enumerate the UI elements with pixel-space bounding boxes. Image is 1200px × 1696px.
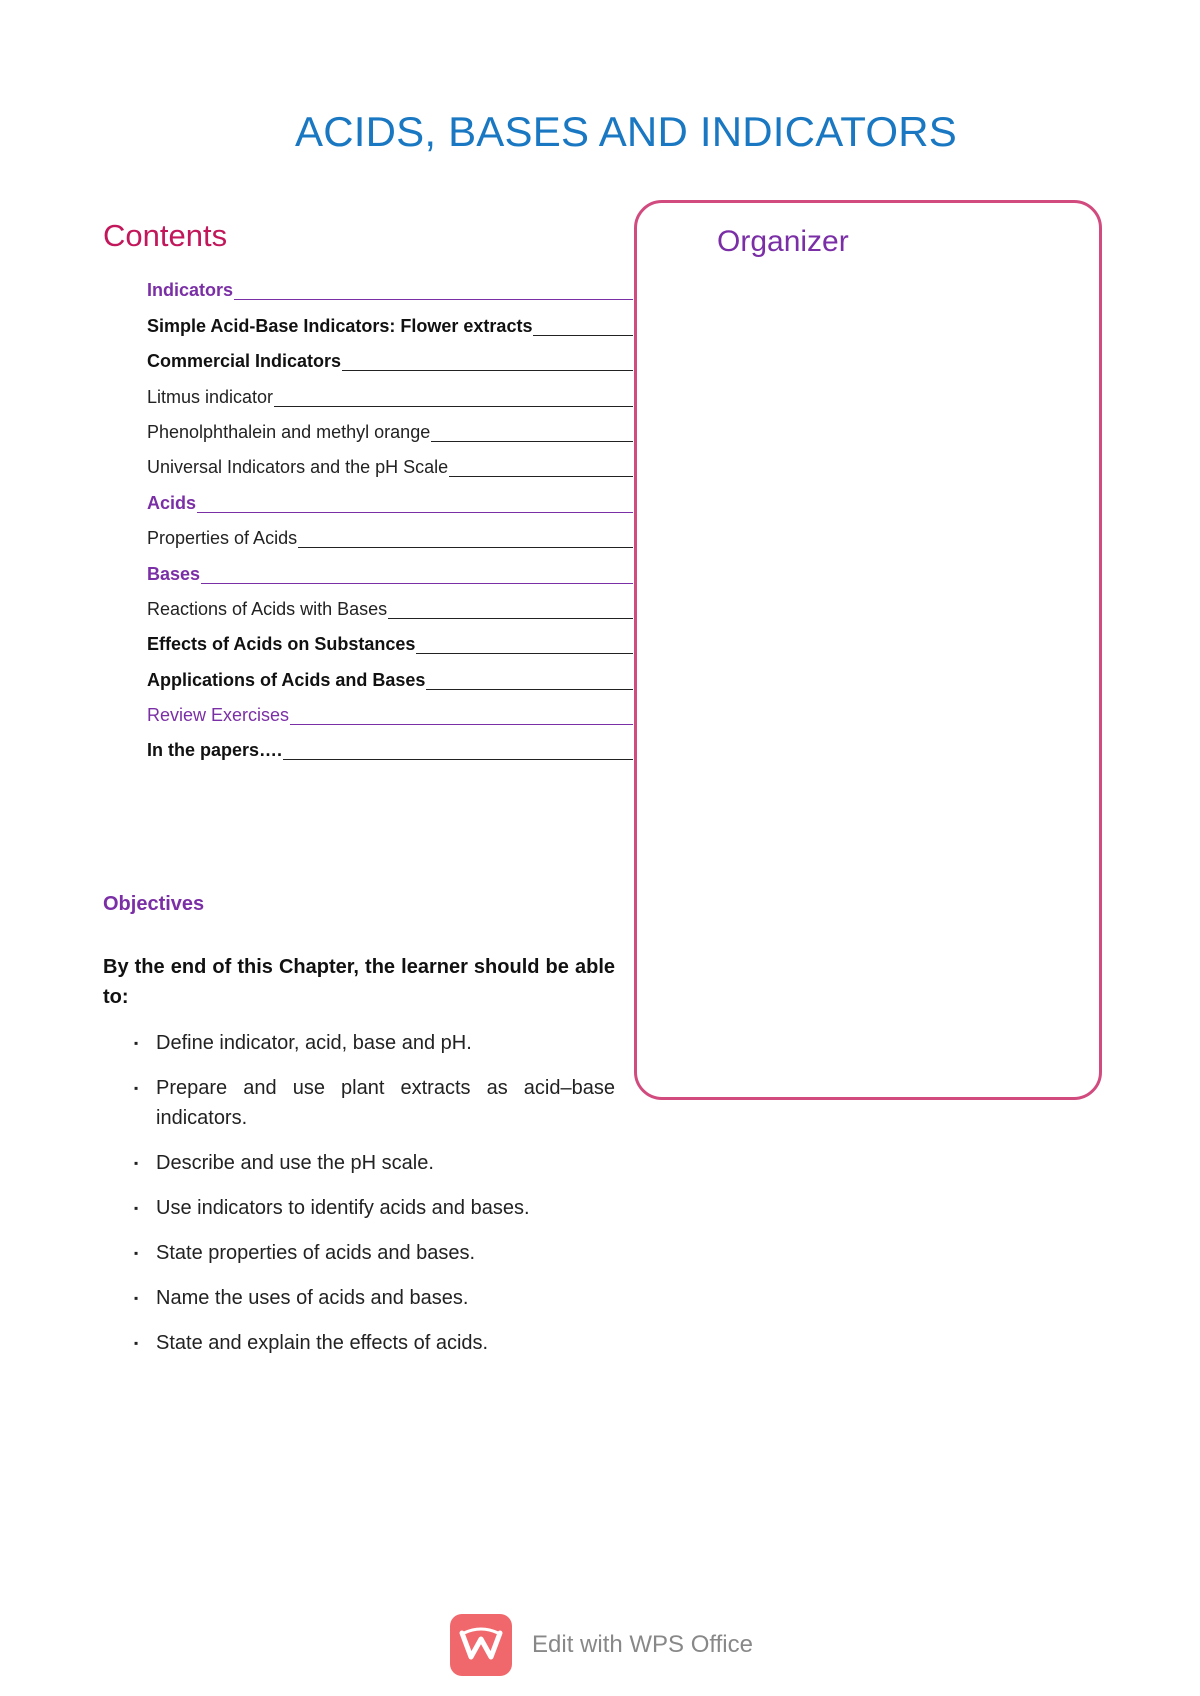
toc-item[interactable]	[147, 657, 633, 692]
toc-leader-line	[274, 406, 633, 407]
objective-item	[130, 1028, 615, 1058]
objective-item	[130, 1328, 615, 1358]
toc-item[interactable]	[147, 303, 633, 338]
toc-item-label: Commercial Indicators	[147, 351, 342, 372]
objective-text: State properties of acids and bases.	[156, 1242, 476, 1264]
wps-logo-icon	[450, 1614, 512, 1676]
toc-leader-line	[416, 653, 633, 654]
objective-item	[130, 1283, 615, 1313]
toc-item[interactable]	[147, 268, 633, 303]
toc-leader-line	[533, 335, 633, 336]
bullet-icon: ▪	[134, 1246, 139, 1260]
objective-item	[130, 1193, 615, 1223]
toc-item-label: In the papers….	[147, 740, 283, 761]
toc-leader-line	[431, 441, 633, 442]
objectives-list	[130, 1028, 615, 1373]
objectives-heading: Objectives	[103, 893, 205, 915]
toc-leader-line	[201, 583, 633, 584]
wps-label: Edit with WPS Office	[532, 1631, 753, 1658]
edit-with-wps-button[interactable]	[450, 1614, 753, 1676]
organizer-heading: Organizer	[717, 225, 849, 258]
organizer-box	[634, 200, 1102, 1100]
objectives-intro: By the end of this Chapter, the learner should be able to:	[103, 956, 615, 1008]
toc-item[interactable]	[147, 622, 633, 657]
toc-leader-line	[234, 299, 633, 300]
objective-text: Describe and use the pH scale.	[156, 1152, 434, 1174]
bullet-icon: ▪	[134, 1201, 139, 1215]
toc-item-label: Applications of Acids and Bases	[147, 669, 426, 690]
toc-leader-line	[449, 476, 633, 477]
toc-item[interactable]	[147, 693, 633, 728]
toc-leader-line	[298, 547, 633, 548]
toc-leader-line	[388, 618, 633, 619]
objective-text: State and explain the effects of acids.	[156, 1332, 489, 1354]
toc-item-label: Indicators	[147, 280, 234, 301]
toc-item[interactable]	[147, 410, 633, 445]
toc-item-label: Effects of Acids on Substances	[147, 634, 416, 655]
toc-leader-line	[283, 759, 633, 760]
toc-item-label: Review Exercises	[147, 705, 290, 726]
document-title: ACIDS, BASES AND INDICATORS	[295, 108, 957, 155]
bullet-icon: ▪	[134, 1036, 139, 1050]
objective-text: Use indicators to identify acids and bases.	[156, 1197, 530, 1219]
objective-text: Name the uses of acids and bases.	[156, 1287, 469, 1309]
toc-item-label: Simple Acid-Base Indicators: Flower extracts	[147, 315, 533, 336]
toc-leader-line	[290, 724, 633, 725]
toc-item[interactable]	[147, 551, 633, 586]
toc-item[interactable]	[147, 587, 633, 622]
toc-item-label: Bases	[147, 563, 201, 584]
bullet-icon: ▪	[134, 1081, 139, 1095]
objective-item	[130, 1238, 615, 1268]
toc-item-label: Litmus indicator	[147, 386, 274, 407]
toc-item-label: Universal Indicators and the pH Scale	[147, 457, 449, 478]
toc-item[interactable]	[147, 480, 633, 515]
toc-item-label: Acids	[147, 492, 197, 513]
table-of-contents	[147, 268, 633, 763]
bullet-icon: ▪	[134, 1156, 139, 1170]
toc-item[interactable]	[147, 516, 633, 551]
toc-item-label: Phenolphthalein and methyl orange	[147, 421, 431, 442]
objective-item	[130, 1148, 615, 1178]
toc-leader-line	[426, 689, 633, 690]
objective-text: Prepare and use plant extracts as acid–base indicators.	[156, 1077, 615, 1129]
toc-leader-line	[197, 512, 633, 513]
toc-item-label: Properties of Acids	[147, 528, 298, 549]
contents-heading: Contents	[103, 218, 228, 253]
objective-text: Define indicator, acid, base and pH.	[156, 1032, 472, 1054]
bullet-icon: ▪	[134, 1291, 139, 1305]
toc-item[interactable]	[147, 445, 633, 480]
toc-item-label: Reactions of Acids with Bases	[147, 598, 388, 619]
toc-item[interactable]	[147, 339, 633, 374]
toc-item[interactable]	[147, 374, 633, 409]
toc-item[interactable]	[147, 728, 633, 763]
toc-leader-line	[342, 370, 633, 371]
objective-item	[130, 1073, 615, 1133]
bullet-icon: ▪	[134, 1336, 139, 1350]
